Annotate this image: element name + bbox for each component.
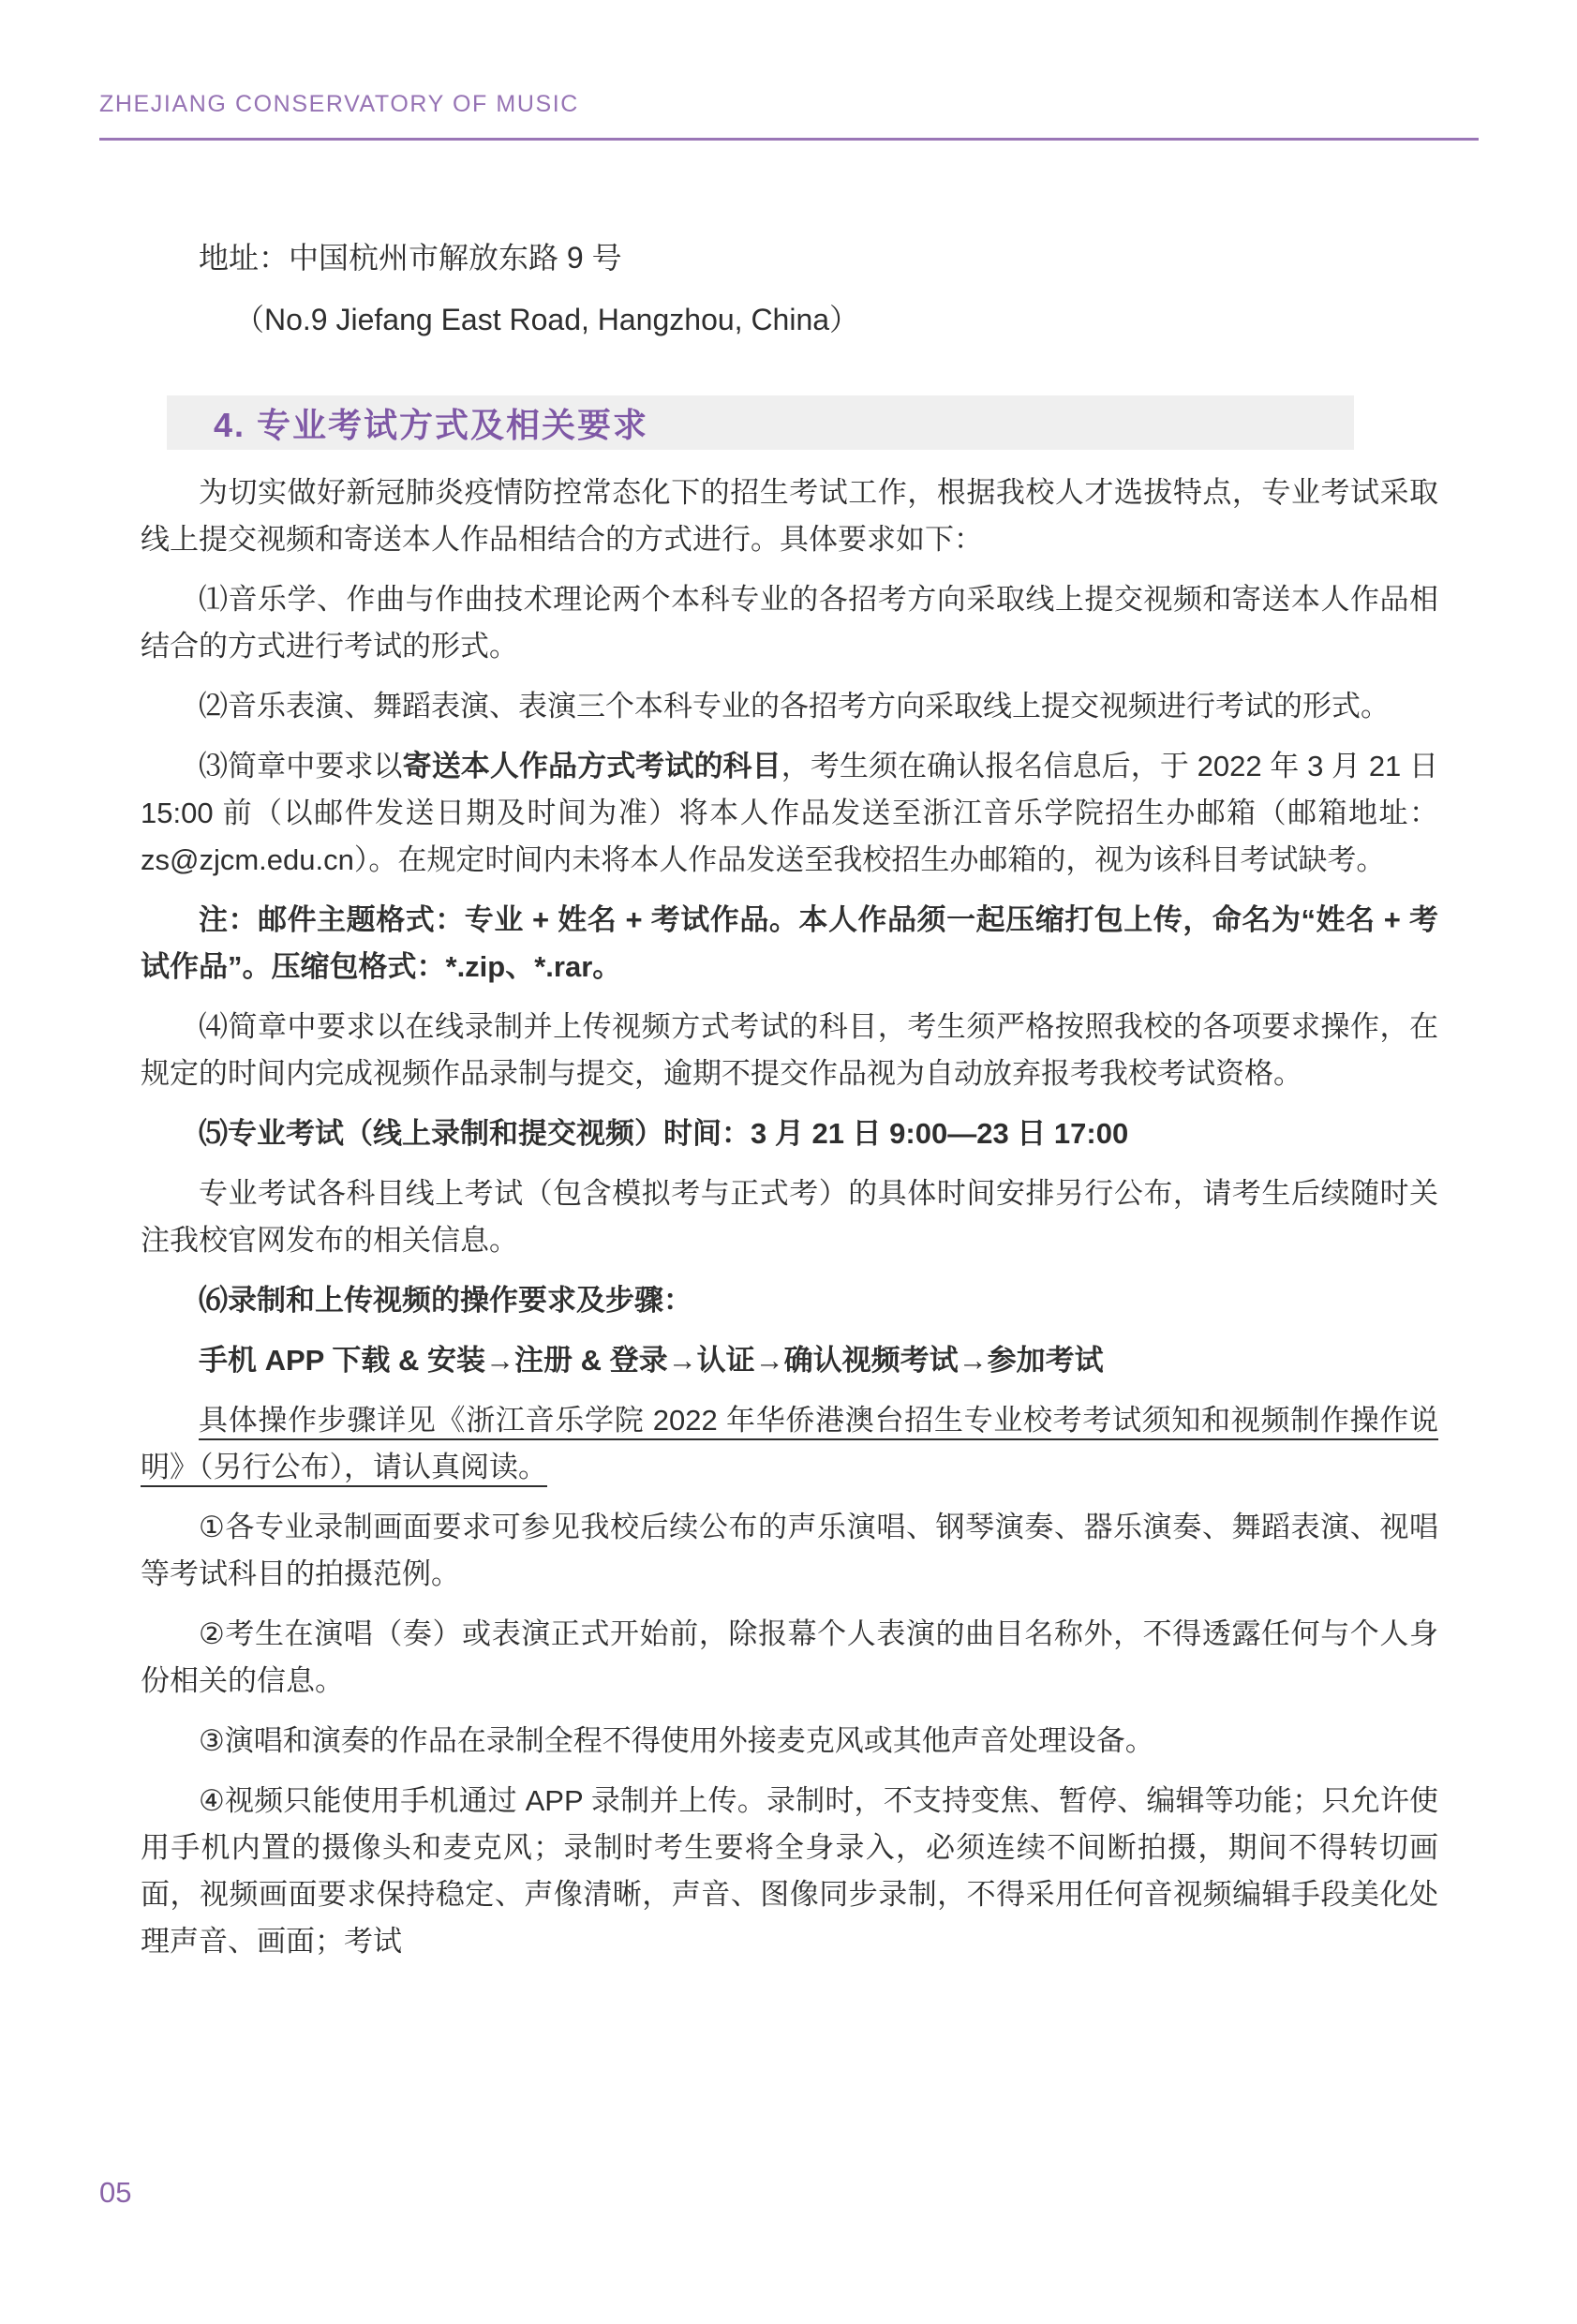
page-content bbox=[141, 234, 1438, 1965]
intro-paragraph: 为切实做好新冠肺炎疫情防控常态化下的招生考试工作，根据我校人才选拔特点，专业考试采取线上提交视频和寄送本人作品相结合的方式进行。具体要求如下： bbox=[141, 476, 1438, 556]
note-paragraph: 注：邮件主题格式：专业 + 姓名 + 考试作品。本人作品须一起压缩打包上传，命名为“姓名 + 考试作品”。压缩包格式：*.zip、*.rar。 bbox=[141, 903, 1438, 983]
paragraph-3-rest: ，考生须在确认报名信息后，于 2022 年 3 月 21 日 15:00 前（以邮件发送日期及时间为准）将本人作品发送至浙江音乐学院招生办邮箱（邮箱地址：zs@zjcm.edu.cn）。在规定时间内未将本人作品发送至我校招生办邮箱的，视为该科目考试缺考。 bbox=[141, 750, 1438, 876]
paragraph-4: ⑷简章中要求以在线录制并上传视频方式考试的科目，考生须严格按照我校的各项要求操作，在规定的时间内完成视频作品录制与提交，逾期不提交作品视为自动放弃报考我校考试资格。 bbox=[141, 1010, 1438, 1090]
address-line-english: （No.9 Jiefang East Road, Hangzhou, China） bbox=[234, 303, 860, 336]
paragraph-5-exam-time: ⑸专业考试（线上录制和提交视频）时间：3 月 21 日 9:00—23 日 17:00 bbox=[199, 1117, 1129, 1150]
page-number: 05 bbox=[99, 2176, 132, 2209]
circled-item-1: ①各专业录制画面要求可参见我校后续公布的声乐演唱、钢琴演奏、器乐演奏、舞蹈表演、视唱等考试科目的拍摄范例。 bbox=[141, 1511, 1438, 1590]
section-heading-bar bbox=[167, 395, 1354, 450]
paragraph-3 bbox=[141, 743, 1438, 884]
app-workflow-line: 手机 APP 下载 & 安装→注册 & 登录→认证→确认视频考试→参加考试 bbox=[199, 1344, 1104, 1377]
paragraph-1: ⑴音乐学、作曲与作曲技术理论两个本科专业的各招考方向采取线上提交视频和寄送本人作品相结合的方式进行考试的形式。 bbox=[141, 583, 1438, 663]
circled-item-3: ③演唱和演奏的作品在录制全程不得使用外接麦克风或其他声音处理设备。 bbox=[199, 1724, 1154, 1757]
conservatory-header-title: ZHEJIANG CONSERVATORY OF MUSIC bbox=[99, 91, 579, 117]
paragraph-3-prefix: ⑶简章中要求以 bbox=[199, 750, 403, 782]
section-title: 4. 专业考试方式及相关要求 bbox=[214, 405, 649, 444]
operation-guide-reference: 具体操作步骤详见《浙江音乐学院 2022 年华侨港澳台招生专业校考考试须知和视频制作操作说明》（另行公布），请认真阅读。 bbox=[141, 1404, 1438, 1483]
paragraph-2: ⑵音乐表演、舞蹈表演、表演三个本科专业的各招考方向采取线上提交视频进行考试的形式。 bbox=[199, 690, 1390, 723]
address-line-chinese: 地址：中国杭州市解放东路 9 号 bbox=[199, 241, 622, 275]
paragraph-5-schedule-info: 专业考试各科目线上考试（包含模拟考与正式考）的具体时间安排另行公布，请考生后续随时关注我校官网发布的相关信息。 bbox=[141, 1177, 1438, 1257]
circled-item-2: ②考生在演唱（奏）或表演正式开始前，除报幕个人表演的曲目名称外，不得透露任何与个人身份相关的信息。 bbox=[141, 1617, 1438, 1697]
paragraph-6-heading: ⑹录制和上传视频的操作要求及步骤： bbox=[199, 1284, 692, 1317]
circled-item-4: ④视频只能使用手机通过 APP 录制并上传。录制时，不支持变焦、暂停、编辑等功能；只允许使用手机内置的摄像头和麦克风；录制时考生要将全身录入，必须连续不间断拍摄，期间不得转切画面，视频画面要求保持稳定、声像清晰，声音、图像同步录制，不得采用任何音视频编辑手段美化处理声音、画面；考试 bbox=[141, 1784, 1438, 1958]
paragraph-3-bold-segment: 寄送本人作品方式考试的科目 bbox=[402, 750, 781, 782]
header-divider-line bbox=[99, 138, 1479, 141]
